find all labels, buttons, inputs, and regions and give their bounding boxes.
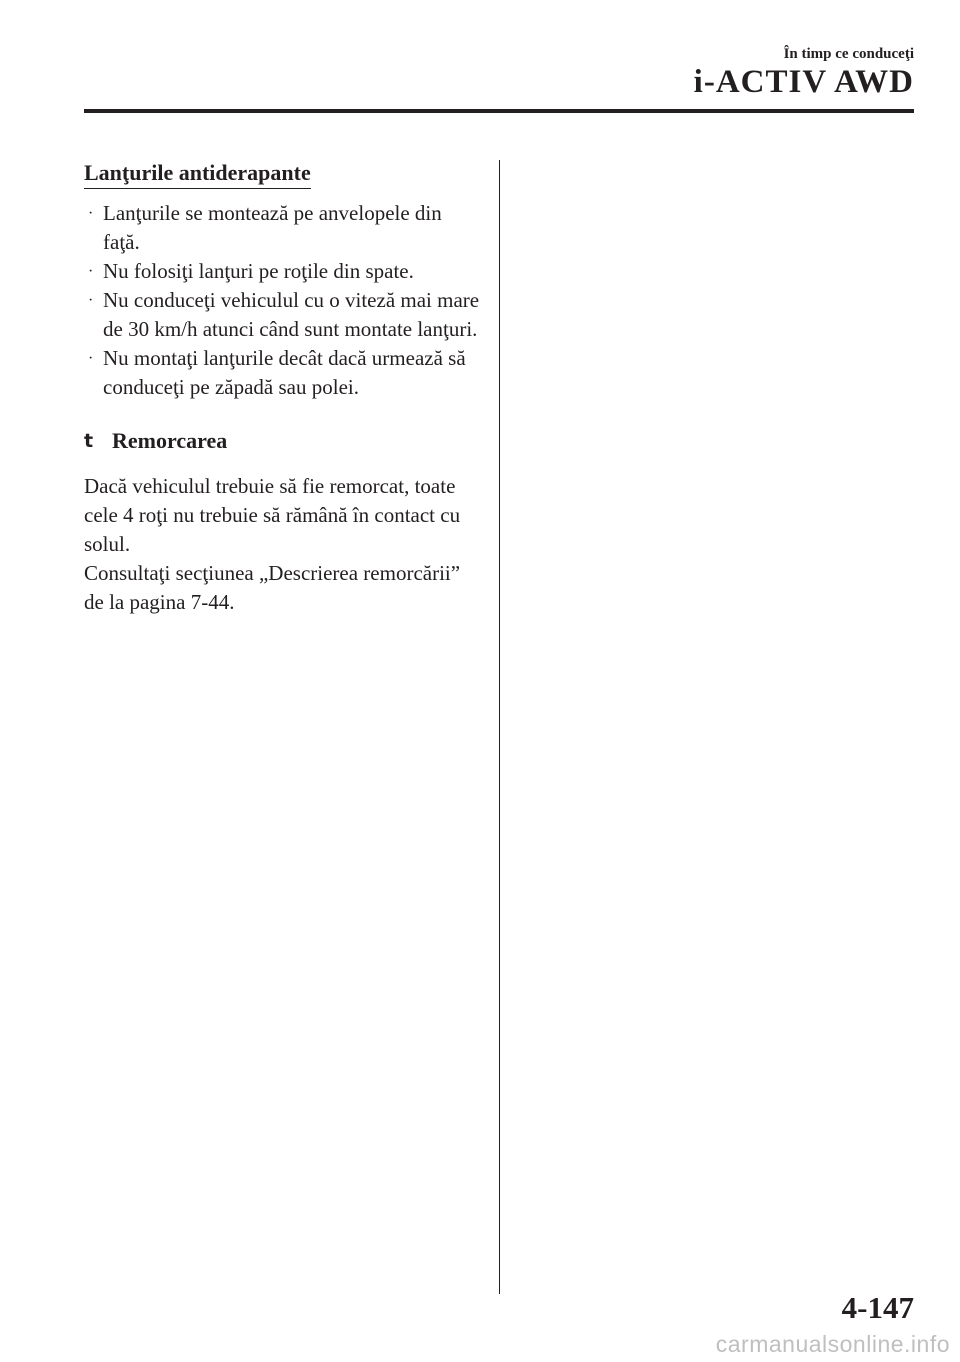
list-item-text: Nu montaţi lanţurile decât dacă urmează să conduceţi pe zăpadă sau polei. [103, 346, 466, 399]
column-divider [499, 160, 500, 1294]
bullet-list [84, 199, 480, 402]
list-item-text: Lanţurile se montează pe anvelopele din faţă. [103, 201, 442, 254]
watermark: carmanualsonline.info [715, 1331, 950, 1357]
section-heading [84, 428, 227, 454]
list-item-text: Nu conduceţi vehiculul cu o viteză mai mare de 30 km/h atunci când sunt montate lanţuri. [103, 288, 480, 341]
bullet-dot-icon: · [88, 205, 94, 222]
list-item [84, 257, 480, 286]
bullet-dot-icon: · [88, 263, 94, 280]
subsection-heading: Lanţurile antiderapante [84, 160, 311, 189]
page-number: 4-147 [841, 1290, 914, 1325]
paragraph-reference: Consultaţi secţiunea „Descrierea remorcării” de la pagina 7-44. [84, 561, 461, 614]
header-section-title: i-ACTIV AWD [693, 64, 914, 100]
list-item-text: Nu folosiţi lanţuri pe roţile din spate. [103, 259, 414, 283]
bullet-dot-icon: · [88, 350, 94, 367]
section-marker-icon: t [84, 430, 94, 452]
body-text [84, 472, 484, 617]
header-chapter: În timp ce conduceţi [783, 46, 914, 62]
header-rule [84, 109, 914, 113]
list-item [84, 199, 480, 257]
paragraph-towing: Dacă vehiculul trebuie să fie remorcat, toate cele 4 roţi nu trebuie să rămână în contact cu solul. [84, 474, 461, 556]
list-item [84, 344, 480, 402]
section-heading-text: Remorcarea [112, 428, 228, 453]
bullet-dot-icon: · [88, 292, 94, 309]
list-item [84, 286, 480, 344]
